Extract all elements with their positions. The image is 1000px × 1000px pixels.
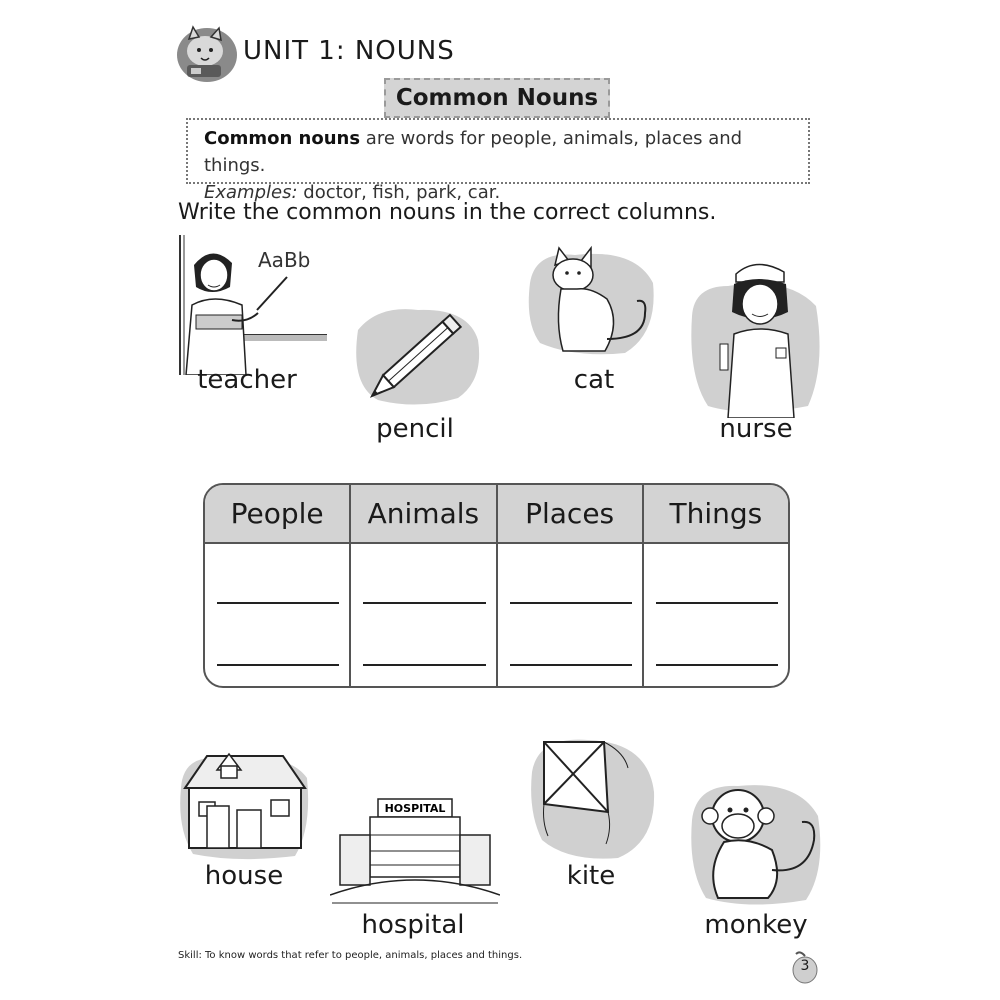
word-teacher: teacher bbox=[197, 365, 297, 395]
answer-column-people bbox=[205, 544, 351, 688]
hospital-sign: HOSPITAL bbox=[384, 802, 446, 815]
answer-line[interactable] bbox=[510, 664, 632, 666]
answer-line[interactable] bbox=[363, 664, 485, 666]
answer-line[interactable] bbox=[217, 664, 339, 666]
answer-line[interactable] bbox=[363, 602, 485, 604]
topic-heading: Common Nouns bbox=[384, 78, 610, 118]
answer-line[interactable] bbox=[510, 602, 632, 604]
answer-line[interactable] bbox=[656, 602, 778, 604]
unit-title: UNIT 1: NOUNS bbox=[243, 36, 455, 66]
sorting-table bbox=[203, 483, 790, 688]
house-illustration bbox=[177, 748, 312, 863]
answer-column-animals bbox=[351, 544, 497, 688]
column-places: Places bbox=[498, 485, 644, 542]
mascot-cat-icon bbox=[175, 25, 239, 83]
answer-line[interactable] bbox=[217, 602, 339, 604]
teacher-illustration bbox=[172, 235, 327, 375]
cat-illustration bbox=[525, 243, 658, 358]
hospital-illustration bbox=[330, 795, 500, 910]
word-hospital: hospital bbox=[361, 910, 465, 940]
word-pencil: pencil bbox=[376, 414, 454, 444]
table-header bbox=[205, 485, 788, 544]
answer-line[interactable] bbox=[656, 664, 778, 666]
page-number-badge bbox=[792, 950, 818, 984]
word-kite: kite bbox=[566, 861, 616, 891]
examples-text: doctor, fish, park, car. bbox=[297, 182, 501, 203]
column-people: People bbox=[205, 485, 351, 542]
board-letters: AaBb bbox=[258, 248, 311, 272]
nurse-illustration bbox=[688, 256, 826, 418]
word-monkey: monkey bbox=[704, 910, 808, 940]
answer-column-places bbox=[498, 544, 644, 688]
word-nurse: nurse bbox=[719, 414, 793, 444]
examples-label: Examples: bbox=[204, 182, 298, 203]
skill-note: Skill: To know words that refer to people, animals, places and things. bbox=[178, 950, 523, 961]
answer-column-things bbox=[644, 544, 788, 688]
word-house: house bbox=[204, 861, 284, 891]
word-cat: cat bbox=[573, 365, 615, 395]
column-animals: Animals bbox=[351, 485, 497, 542]
pencil-illustration bbox=[348, 300, 484, 410]
table-body bbox=[205, 544, 788, 688]
definition-box bbox=[186, 118, 810, 203]
definition-text: are words for people, animals, places and things. bbox=[204, 128, 743, 176]
definition-term: Common nouns bbox=[204, 128, 361, 149]
page-number: 3 bbox=[800, 958, 810, 974]
column-things: Things bbox=[669, 497, 763, 530]
kite-illustration bbox=[528, 732, 658, 862]
monkey-illustration bbox=[688, 770, 826, 910]
instruction: Write the common nouns in the correct columns. bbox=[178, 200, 717, 225]
